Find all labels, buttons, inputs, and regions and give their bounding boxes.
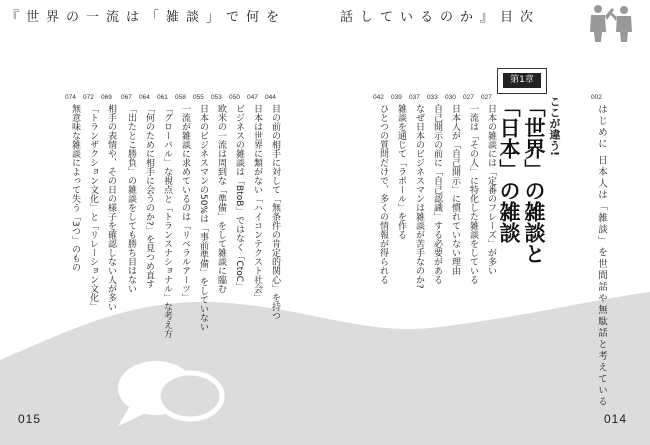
toc-item-text: 一流が雑談に求めているのは「リベラルアーツ」	[180, 104, 190, 302]
toc-item[interactable]	[463, 94, 480, 284]
toc-item-text: 「出たとこ勝負」の雑談をしても勝ち目はない	[126, 104, 136, 293]
toc-item[interactable]	[229, 94, 246, 291]
toc-item[interactable]	[481, 94, 498, 275]
chapter-tagline: ここが違う!	[548, 96, 561, 157]
toc-item[interactable]	[247, 94, 264, 302]
toc-item[interactable]	[409, 94, 426, 289]
toc-page-number: 064	[139, 94, 150, 101]
toc-item[interactable]	[83, 94, 100, 311]
toc-page-number: 027	[481, 94, 492, 101]
toc-item[interactable]	[193, 94, 210, 332]
toc-page-number: 050	[229, 94, 240, 101]
toc-item[interactable]	[391, 94, 408, 239]
toc-page-number: 030	[445, 94, 456, 101]
toc-page-number: 055	[193, 94, 204, 101]
toc-page-number: 037	[409, 94, 420, 101]
toc-item-text: 日本の雑談には「定番のフレーズ」が多い	[486, 104, 496, 275]
toc-item-text: 欧米の一流は周到な「準備」をして雑談に臨む	[216, 104, 226, 293]
toc-item[interactable]	[427, 94, 444, 284]
toc-page-number: 058	[175, 94, 186, 101]
toc-item-text: 「トランザクション文化」と「リレーション文化」	[88, 104, 98, 311]
chapter-title-line-2: 「日本」の雑談	[497, 96, 521, 243]
chapter-title-line-1: 「世界」の雑談と	[522, 96, 546, 264]
toc-item-text: 日本人が「自己開示」に慣れていない理由	[450, 104, 460, 275]
toc-item-text: なぜ日本のビジネスマンは雑談が苦手なのか?	[414, 104, 424, 289]
toc-item-text: ひとつの質問だけで、多くの情報が得られる	[378, 104, 388, 284]
page-number-left: 015	[18, 412, 42, 426]
businessmen-icon	[574, 2, 644, 42]
toc-item-text: ビジネスの雑談は「BtoB」ではなく「CtoC」	[234, 104, 244, 291]
toc-item-text: 日本は世界に類がない「ハイコンテクスト社会」	[252, 104, 262, 302]
speech-bubble-icon	[158, 373, 222, 419]
chapter-badge: 第1章	[497, 68, 547, 94]
chapter-title	[496, 96, 546, 271]
toc-item[interactable]	[265, 94, 282, 320]
toc-item-text: 相手の表情や、その日の様子を確認しない人が多い	[106, 104, 116, 311]
toc-item[interactable]	[157, 94, 174, 338]
toc-item-text: 無意味な雑談によって失う「3つ」のもの	[70, 104, 80, 272]
toc-item-text: 「グローバル」な視点と「トランスナショナル」な考え方	[162, 104, 172, 338]
toc-item-text: 「何のために相手に会うのか?」を見つめ直す	[144, 104, 154, 289]
toc-item-text: 雑談を通じて「ラポール」を作る	[396, 104, 406, 239]
toc-item-text: 自己開示の前に「自己認識」する必要がある	[432, 104, 442, 284]
toc-page-number: 002	[591, 94, 602, 101]
toc-item-text: 一流は「その人」に特化した雑談をしている	[468, 104, 478, 284]
toc-page-number: 061	[157, 94, 168, 101]
toc-page-number: 033	[427, 94, 438, 101]
toc-item[interactable]	[65, 94, 82, 272]
toc-item-text: 日本のビジネスマンの50%は「事前準備」をしていない	[198, 104, 208, 332]
toc-page-number: 047	[247, 94, 258, 101]
toc-item[interactable]	[445, 94, 462, 275]
toc-item-text: はじめに 日本人は「雑談」を世間話や無駄話と考えている	[596, 104, 607, 409]
toc-item[interactable]	[211, 94, 228, 293]
toc-page-number: 042	[373, 94, 384, 101]
page-number-right: 014	[604, 412, 628, 426]
toc-item[interactable]	[121, 94, 138, 293]
book-title-right: 話しているのか』目次	[340, 10, 541, 25]
toc-page-number: 074	[65, 94, 76, 101]
toc-page-number: 072	[83, 94, 94, 101]
toc-page-number: 053	[211, 94, 222, 101]
book-title-left: 『世界の一流は「雑談」で何を	[6, 10, 287, 25]
toc-page-number: 027	[463, 94, 474, 101]
toc-item-text: 目の前の相手に対して「無条件の肯定的関心」を持つ	[270, 104, 280, 320]
toc-item[interactable]	[101, 94, 118, 311]
toc-page-number: 067	[121, 94, 132, 101]
toc-page-number: 039	[391, 94, 402, 101]
toc-page-number: 044	[265, 94, 276, 101]
toc-item[interactable]	[373, 94, 390, 284]
toc-item[interactable]	[175, 94, 192, 302]
toc-item-intro[interactable]	[591, 94, 608, 409]
toc-page-number: 069	[101, 94, 112, 101]
toc-item[interactable]	[139, 94, 156, 289]
